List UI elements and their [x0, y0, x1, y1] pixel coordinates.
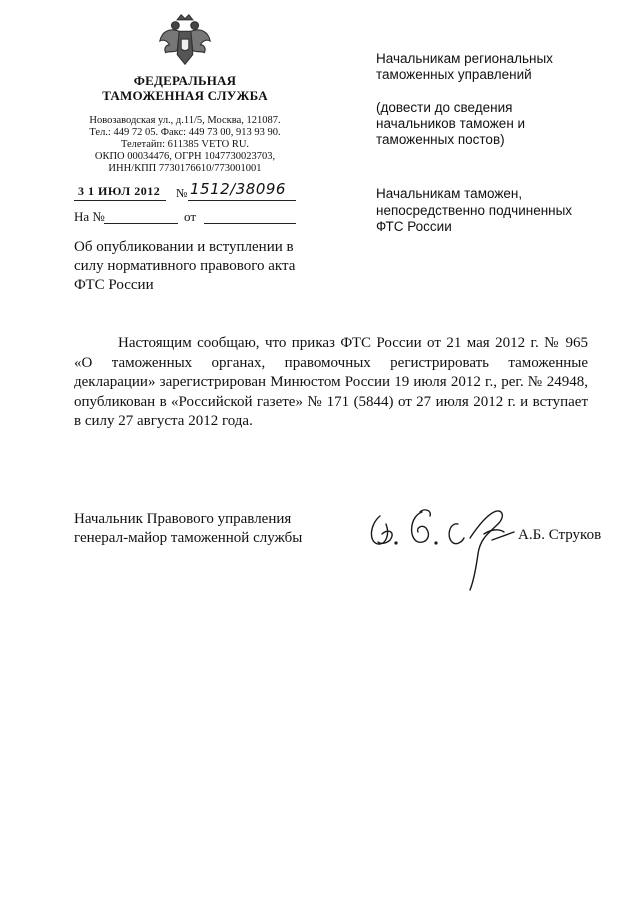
body-paragraph: Настоящим сообщаю, что приказ ФТС России от 21 мая 2012 г. № 965 «О таможенных органах, правомочных регистрировать таможенные декларации» зарегистрирован Минюстом России 19 июля 2012 г., рег. № 24948, опубликован в «Российской газете» № 171 (5844) от 27 июля 2012 г. и вступает в силу 27 августа 2012 года.	[74, 335, 588, 429]
addressee-line: ФТС России	[376, 219, 452, 234]
signatory-title-line2: генерал-майор таможенной службы	[74, 530, 303, 546]
reply-date-underline	[204, 223, 296, 224]
org-name-line1: ФЕДЕРАЛЬНАЯ	[133, 73, 237, 88]
addressee-line: (довести до сведения	[376, 100, 513, 115]
phone-line: Тел.: 449 72 05. Факс: 449 73 00, 913 93 90.	[89, 127, 281, 138]
addressee-line: Начальникам региональных	[376, 51, 553, 66]
addressee-line: непосредственно подчиненных	[376, 203, 573, 218]
okpo-line: ОКПО 00034476, ОГРН 1047730023703,	[94, 151, 276, 162]
registration-date-stamp: 3 1 ИЮЛ 2012	[78, 184, 161, 198]
handwritten-signature	[366, 498, 526, 598]
signatory-name: А.Б. Струков	[518, 527, 602, 543]
reply-number-underline	[104, 223, 178, 224]
date-underline	[74, 200, 166, 201]
number-underline	[188, 200, 296, 201]
number-sign: №	[176, 186, 188, 200]
addressee-line: Начальникам таможен,	[376, 186, 523, 201]
org-name-line2: ТАМОЖЕННАЯ СЛУЖБА	[102, 88, 268, 103]
subject-line: ФТС России	[74, 277, 154, 293]
addressee-line: начальников таможен и	[376, 116, 526, 131]
inn-line: ИНН/КПП 7730176610/773001001	[108, 163, 262, 174]
addressee-line: таможенных управлений	[376, 67, 532, 82]
signatory-title-line1: Начальник Правового управления	[74, 511, 292, 527]
teletype-line: Телетайп: 611385 VETO RU.	[120, 139, 250, 150]
registration-number: 1512/38096	[190, 180, 286, 198]
reply-to-number-label: На №	[74, 209, 105, 224]
subject-line: силу нормативного правового акта	[74, 258, 296, 274]
reply-to-date-label: от	[184, 209, 197, 224]
coat-of-arms-icon	[156, 12, 214, 70]
address-line: Новозаводская ул., д.11/5, Москва, 121087.	[89, 115, 281, 126]
subject-line: Об опубликовании и вступлении в	[74, 239, 294, 255]
addressee-line: таможенных постов)	[376, 132, 505, 147]
